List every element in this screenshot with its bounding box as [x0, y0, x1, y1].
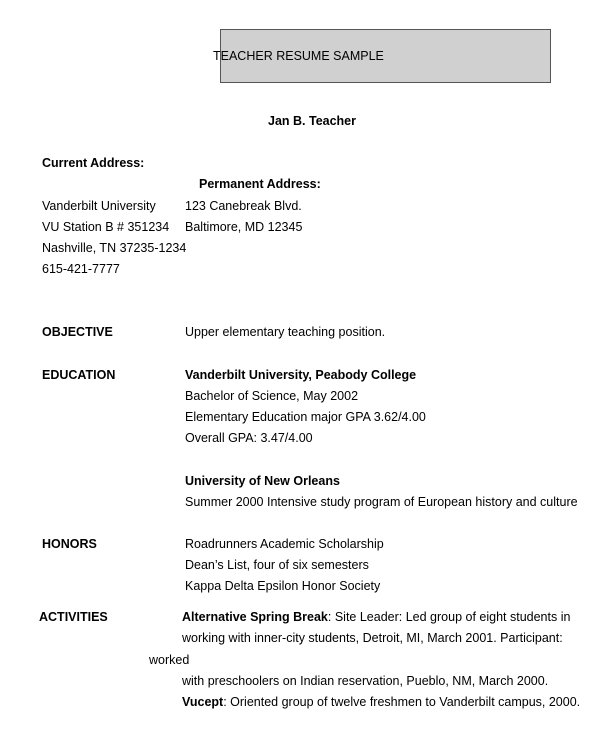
activity-1-line-1: [182, 610, 570, 625]
activity-2-line: [182, 695, 580, 710]
activity-2-description: : Oriented group of twelve freshmen to Vanderbilt campus, 2000.: [223, 695, 581, 709]
honor-item: Kappa Delta Epsilon Honor Society: [185, 579, 381, 593]
current-address-line-3: Nashville, TN 37235-1234: [42, 241, 187, 255]
school-2-name: University of New Orleans: [185, 474, 340, 488]
school-1-gpa: Overall GPA: 3.47/4.00: [185, 431, 313, 445]
education-label: EDUCATION: [42, 368, 116, 382]
candidate-name: Jan B. Teacher: [268, 114, 357, 128]
current-address-line-1: Vanderbilt University: [42, 199, 156, 213]
objective-text: Upper elementary teaching position.: [185, 325, 386, 339]
honors-label: HONORS: [42, 537, 97, 551]
document-title: TEACHER RESUME SAMPLE: [213, 49, 384, 63]
activity-1-description: : Site Leader: Led group of eight students in: [327, 610, 571, 624]
school-1-major: Elementary Education major GPA 3.62/4.00: [185, 410, 426, 424]
permanent-address-line-1: 123 Canebreak Blvd.: [185, 199, 302, 213]
current-address-heading: Current Address:: [42, 156, 145, 170]
activity-1-line-2: working with inner-city students, Detroit, MI, March 2001. Participant:: [182, 631, 563, 645]
permanent-address-heading: Permanent Address:: [199, 177, 321, 191]
school-2-program: Summer 2000 Intensive study program of European history and culture: [185, 495, 578, 509]
honor-item: Roadrunners Academic Scholarship: [185, 537, 384, 551]
school-1-name: Vanderbilt University, Peabody College: [185, 368, 417, 382]
activity-1-line-3: worked: [149, 653, 190, 667]
school-1-degree: Bachelor of Science, May 2002: [185, 389, 359, 403]
activity-1-title: Alternative Spring Break: [182, 610, 328, 624]
activity-1-line-4: with preschoolers on Indian reservation, Pueblo, NM, March 2000.: [182, 674, 549, 688]
objective-label: OBJECTIVE: [42, 325, 113, 339]
phone-number: 615-421-7777: [42, 262, 120, 276]
activity-2-title: Vucept: [182, 695, 224, 709]
honor-item: Dean’s List, four of six semesters: [185, 558, 369, 572]
activities-label: ACTIVITIES: [39, 610, 108, 624]
current-address-line-2: VU Station B # 351234: [42, 220, 170, 234]
permanent-address-line-2: Baltimore, MD 12345: [185, 220, 303, 234]
